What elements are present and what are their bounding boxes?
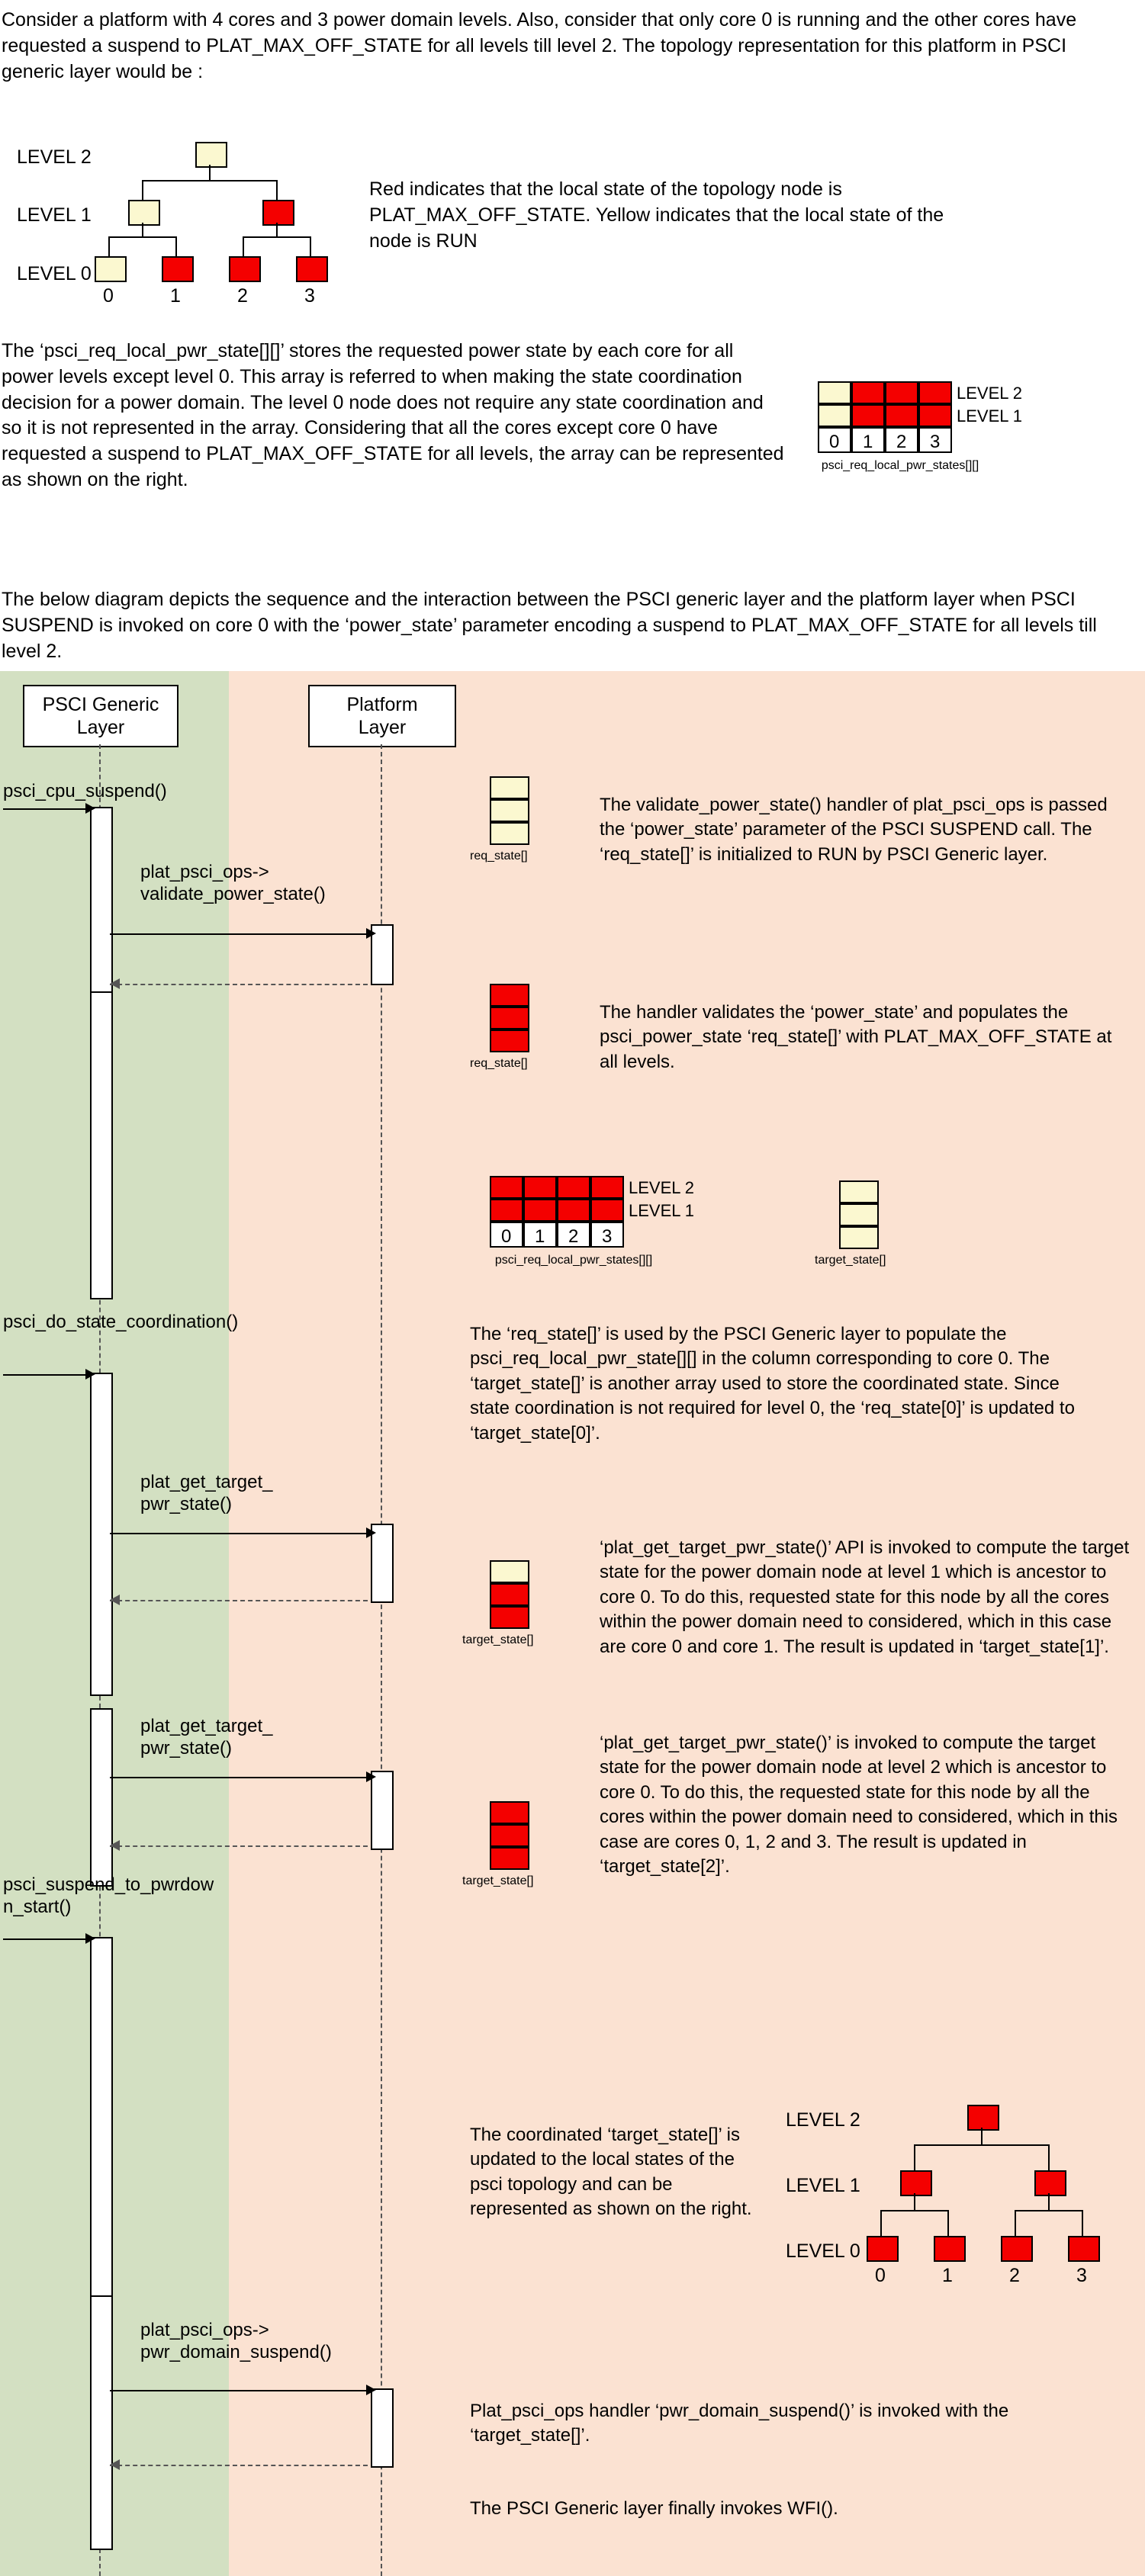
topology1-edge-v-leaf3 bbox=[310, 236, 311, 256]
message-label-get-target-pwr-state-2: plat_get_target_ pwr_state() bbox=[140, 1716, 273, 1759]
topology2-edge-v-l1a-down bbox=[914, 2193, 915, 2210]
req-state-run-caption: req_state[] bbox=[470, 850, 528, 862]
topology2-edge-v-leaf3 bbox=[1082, 2210, 1083, 2236]
array2-cell-r0c3 bbox=[590, 1176, 624, 1199]
target-state-2-cell-2 bbox=[490, 1606, 529, 1629]
lifeline-platform-layer bbox=[381, 744, 382, 2576]
topology1-leaf-2 bbox=[229, 256, 261, 282]
target-state-1-cell-1 bbox=[839, 1203, 879, 1226]
topology2-leaf-3 bbox=[1068, 2236, 1100, 2262]
topology2-leaf-label-0: 0 bbox=[875, 2265, 886, 2286]
array1-cell-r0c0 bbox=[818, 381, 851, 404]
array2-col-label-1: 1 bbox=[535, 1226, 545, 1247]
target-state-3-caption: target_state[] bbox=[462, 1874, 534, 1887]
req-state-off-cell-1 bbox=[490, 1007, 529, 1029]
message-label-suspend-to-pwrdown-start: psci_suspend_to_pwrdow n_start() bbox=[3, 1874, 214, 1917]
message-line-7 bbox=[110, 2390, 368, 2391]
topology1-leaf-0 bbox=[95, 256, 127, 282]
topology1-node-level1-left bbox=[128, 200, 160, 226]
array1-cell-r0c1 bbox=[851, 381, 885, 404]
array1-col-label-3: 3 bbox=[930, 432, 941, 452]
message-return-4 bbox=[110, 1600, 368, 1601]
topology1-leaf-1 bbox=[162, 256, 194, 282]
topology1-node-level2 bbox=[195, 142, 227, 168]
array2-cell-r0c2 bbox=[557, 1176, 590, 1199]
note-6: The coordinated ‘target_state[]’ is updated to the local states of the psci topology and can be represented as shown on the right. bbox=[470, 2125, 752, 2220]
note-5: ‘plat_get_target_pwr_state()’ is invoked to compute the target state for the power domain node at level 2 which is ancestor to core 0. To do this, the requested state for this node by all the cores within the power domain need to considered, which in this case are cores 0, 1, 2 and 3. The result is updated in ‘target_state[2]’. bbox=[600, 1733, 1118, 1877]
message-label-do-state-coordination: psci_do_state_coordination() bbox=[3, 1312, 239, 1332]
topology1-leaf-3 bbox=[296, 256, 328, 282]
req-state-run-cell-2 bbox=[490, 822, 529, 845]
topology1-level0-label: LEVEL 0 bbox=[17, 263, 92, 284]
legend-text: Red indicates that the local state of the topology node is PLAT_MAX_OFF_STATE. Yellow indicates that the local state of the node is RUN bbox=[369, 178, 944, 252]
req-state-run-cell-0 bbox=[490, 776, 529, 799]
topology2-leaf-label-3: 3 bbox=[1076, 2265, 1087, 2286]
array1-row-label-level2: LEVEL 2 bbox=[957, 384, 1023, 403]
topology1-edge-h-left bbox=[108, 236, 177, 238]
message-line-6 bbox=[3, 1938, 87, 1940]
actor-platform-layer bbox=[308, 685, 456, 747]
message-return-arrow-5 bbox=[110, 1840, 120, 1851]
topology2-level2-label: LEVEL 2 bbox=[786, 2109, 860, 2131]
topology2-edge-v-leaf0 bbox=[880, 2210, 882, 2236]
intro-paragraph-2: The ‘psci_req_local_pwr_state[][]’ stores the requested power state by each core for all power levels except level 0. This array is referred to when making the state coordination decision for a power domain. The level 0 node does not require any state coordination and so it is not represented in the array. Considering that all the cores except core 0 have requested a suspend to PLAT_MAX_OFF_STATE for all levels, the array can be represented as shown on the right. bbox=[2, 340, 784, 490]
topology2-leaf-2 bbox=[1001, 2236, 1033, 2262]
actor-psci-generic-layer-label: PSCI Generic Layer bbox=[42, 694, 159, 738]
req-state-off-cell-2 bbox=[490, 1029, 529, 1052]
message-return-2 bbox=[110, 984, 368, 985]
array1-cell-r1c2 bbox=[885, 404, 918, 427]
array2-row-label-level2: LEVEL 2 bbox=[629, 1178, 695, 1197]
topology2-node-level2 bbox=[967, 2105, 999, 2131]
array2-cell-r0c0 bbox=[490, 1176, 523, 1199]
actor-platform-layer-label: Platform Layer bbox=[346, 694, 418, 738]
message-return-7 bbox=[110, 2465, 368, 2466]
topology2-edge-v-leaf2 bbox=[1015, 2210, 1016, 2236]
topology1-edge-v-l1b bbox=[276, 180, 278, 200]
sequence-band-generic-layer bbox=[0, 671, 229, 2576]
target-state-1-caption: target_state[] bbox=[815, 1254, 886, 1267]
array1-cell-r1c3 bbox=[918, 404, 952, 427]
topology1-leaf-label-3: 3 bbox=[304, 285, 315, 307]
topology2-edge-v-l1b bbox=[1048, 2144, 1050, 2170]
topology1-edge-v-leaf0 bbox=[108, 236, 110, 256]
topology2-edge-v-leaf1 bbox=[947, 2210, 949, 2236]
topology1-edge-h-root bbox=[142, 180, 278, 181]
topology2-edge-h-root bbox=[914, 2144, 1050, 2146]
array2-row-label-level1: LEVEL 1 bbox=[629, 1201, 695, 1220]
message-return-5 bbox=[110, 1845, 368, 1847]
target-state-2-cell-1 bbox=[490, 1583, 529, 1606]
array2-caption: psci_req_local_pwr_states[][] bbox=[494, 1254, 653, 1267]
array1-cell-r1c1 bbox=[851, 404, 885, 427]
note-4: ‘plat_get_target_pwr_state()’ API is invoked to compute the target state for the power domain node at level 1 which is ancestor to core 0. To do this, requested state for this node by all the cores within the power domain need to considered, which in this case are core 0 and core 1. The result is updated in ‘target_state[1]’. bbox=[600, 1537, 1130, 1657]
activation-generic-5 bbox=[90, 1937, 113, 2298]
message-line-1 bbox=[3, 808, 87, 810]
note-1: The validate_power_state() handler of plat_psci_ops is passed the ‘power_state’ parameter of the PSCI SUSPEND call. The ‘req_state[]’ is initialized to RUN by PSCI Generic layer. bbox=[600, 795, 1108, 865]
message-label-pwr-domain-suspend: plat_psci_ops-> pwr_domain_suspend() bbox=[140, 2320, 332, 2362]
array1-col-label-2: 2 bbox=[896, 432, 907, 452]
message-arrow-6 bbox=[85, 1933, 95, 1944]
topology2-leaf-0 bbox=[867, 2236, 899, 2262]
array2-cell-r0c1 bbox=[523, 1176, 557, 1199]
message-arrow-5 bbox=[366, 1771, 376, 1782]
activation-platform-3 bbox=[371, 1771, 394, 1850]
target-state-2-cell-0 bbox=[490, 1560, 529, 1583]
intro-paragraph-3: The below diagram depicts the sequence and the interaction between the PSCI generic layer and the platform layer when PSCI SUSPEND is invoked on core 0 with the ‘power_state’ parameter encoding a suspend to PLAT_MAX_OFF_STATE for all levels till level 2. bbox=[2, 589, 1097, 662]
message-arrow-7 bbox=[366, 2385, 376, 2395]
topology1-edge-v-l1a bbox=[142, 180, 143, 200]
array1-cell-r1c0 bbox=[818, 404, 851, 427]
array1-cell-r0c2 bbox=[885, 381, 918, 404]
array1-col-label-0: 0 bbox=[829, 432, 840, 452]
topology1-edge-h-right bbox=[243, 236, 311, 238]
array1-col-label-1: 1 bbox=[863, 432, 873, 452]
array2-cell-r1c0 bbox=[490, 1199, 523, 1222]
note-3: The ‘req_state[]’ is used by the PSCI Generic layer to populate the psci_req_local_pwr_state[][] in the column corresponding to core 0. The ‘target_state[]’ is another array used to store the coordinated state. Since state coordination is not required for level 0, the ‘req_state[0]’ is updated to ‘target_state[0]’. bbox=[470, 1324, 1075, 1444]
activation-generic-1 bbox=[90, 807, 113, 994]
topology1-edge-v-leaf1 bbox=[175, 236, 177, 256]
topology1-leaf-label-2: 2 bbox=[237, 285, 248, 307]
target-state-3-cell-1 bbox=[490, 1824, 529, 1847]
target-state-3-cell-0 bbox=[490, 1801, 529, 1824]
message-arrow-3 bbox=[85, 1369, 95, 1380]
array2-col-label-2: 2 bbox=[568, 1226, 579, 1247]
intro-paragraph-1: Consider a platform with 4 cores and 3 power domain levels. Also, consider that only core 0 is running and the other cores have requested a suspend to PLAT_MAX_OFF_STATE for all levels till level 2. The topology representation for this platform in PSCI generic layer would be : bbox=[2, 9, 1077, 82]
array1-caption: psci_req_local_pwr_states[][] bbox=[821, 459, 979, 472]
topology2-edge-h-left bbox=[880, 2210, 949, 2211]
array1-cell-r0c3 bbox=[918, 381, 952, 404]
message-return-arrow-7 bbox=[110, 2459, 120, 2470]
topology2-node-level1-left bbox=[900, 2170, 932, 2196]
message-line-2 bbox=[110, 933, 368, 935]
topology2-leaf-1 bbox=[934, 2236, 966, 2262]
message-return-arrow-4 bbox=[110, 1595, 120, 1605]
message-line-4 bbox=[110, 1533, 368, 1534]
note-2: The handler validates the ‘power_state’ and populates the psci_power_state ‘req_state[]’ with PLAT_MAX_OFF_STATE at all levels. bbox=[600, 1002, 1112, 1072]
topology2-edge-v-root bbox=[981, 2128, 983, 2144]
topology2-level1-label: LEVEL 1 bbox=[786, 2175, 860, 2196]
activation-generic-3 bbox=[90, 1373, 113, 1696]
message-label-validate-power-state: plat_psci_ops-> validate_power_state() bbox=[140, 862, 326, 904]
array2-cell-r1c2 bbox=[557, 1199, 590, 1222]
req-state-off-cell-0 bbox=[490, 984, 529, 1007]
message-label-get-target-pwr-state-1: plat_get_target_ pwr_state() bbox=[140, 1472, 273, 1514]
topology2-leaf-label-2: 2 bbox=[1009, 2265, 1020, 2286]
activation-generic-2 bbox=[90, 991, 113, 1299]
message-arrow-2 bbox=[366, 928, 376, 939]
array2-col-label-0: 0 bbox=[501, 1226, 512, 1247]
target-state-3-cell-2 bbox=[490, 1847, 529, 1870]
topology1-edge-v-l1a-down bbox=[142, 223, 143, 236]
activation-generic-6 bbox=[90, 2295, 113, 2550]
activation-generic-4 bbox=[90, 1708, 113, 1887]
topology2-node-level1-right bbox=[1034, 2170, 1066, 2196]
target-state-1-cell-0 bbox=[839, 1180, 879, 1203]
note-7: Plat_psci_ops handler ‘pwr_domain_suspend()’ is invoked with the ‘target_state[]’. bbox=[470, 2401, 1009, 2446]
activation-platform-4 bbox=[371, 2388, 394, 2468]
topology2-level0-label: LEVEL 0 bbox=[786, 2240, 860, 2262]
topology1-leaf-label-0: 0 bbox=[103, 285, 114, 307]
topology1-edge-v-l1b-down bbox=[276, 223, 278, 236]
array2-cell-r1c3 bbox=[590, 1199, 624, 1222]
topology1-edge-v-root bbox=[209, 165, 211, 180]
topology1-leaf-label-1: 1 bbox=[170, 285, 181, 307]
message-arrow-4 bbox=[366, 1527, 376, 1538]
actor-psci-generic-layer bbox=[23, 685, 179, 747]
topology2-edge-v-l1b-down bbox=[1048, 2193, 1050, 2210]
req-state-run-cell-1 bbox=[490, 799, 529, 822]
topology2-edge-v-l1a bbox=[914, 2144, 915, 2170]
message-arrow-1 bbox=[85, 803, 95, 814]
topology2-leaf-label-1: 1 bbox=[942, 2265, 953, 2286]
topology1-node-level1-right bbox=[262, 200, 294, 226]
message-label-psci-cpu-suspend: psci_cpu_suspend() bbox=[3, 781, 167, 801]
topology1-level2-label: LEVEL 2 bbox=[17, 146, 92, 168]
message-line-3 bbox=[3, 1374, 87, 1376]
array1-row-label-level1: LEVEL 1 bbox=[957, 406, 1023, 426]
array2-cell-r1c1 bbox=[523, 1199, 557, 1222]
topology1-level1-label: LEVEL 1 bbox=[17, 204, 92, 226]
target-state-2-caption: target_state[] bbox=[462, 1633, 534, 1646]
topology1-edge-v-leaf2 bbox=[243, 236, 244, 256]
message-return-arrow-2 bbox=[110, 978, 120, 989]
array2-col-label-3: 3 bbox=[602, 1226, 613, 1247]
topology2-edge-h-right bbox=[1015, 2210, 1083, 2211]
target-state-1-cell-2 bbox=[839, 1226, 879, 1249]
message-line-5 bbox=[110, 1777, 368, 1778]
note-8: The PSCI Generic layer finally invokes WFI(). bbox=[470, 2498, 838, 2519]
req-state-off-caption: req_state[] bbox=[470, 1057, 528, 1070]
